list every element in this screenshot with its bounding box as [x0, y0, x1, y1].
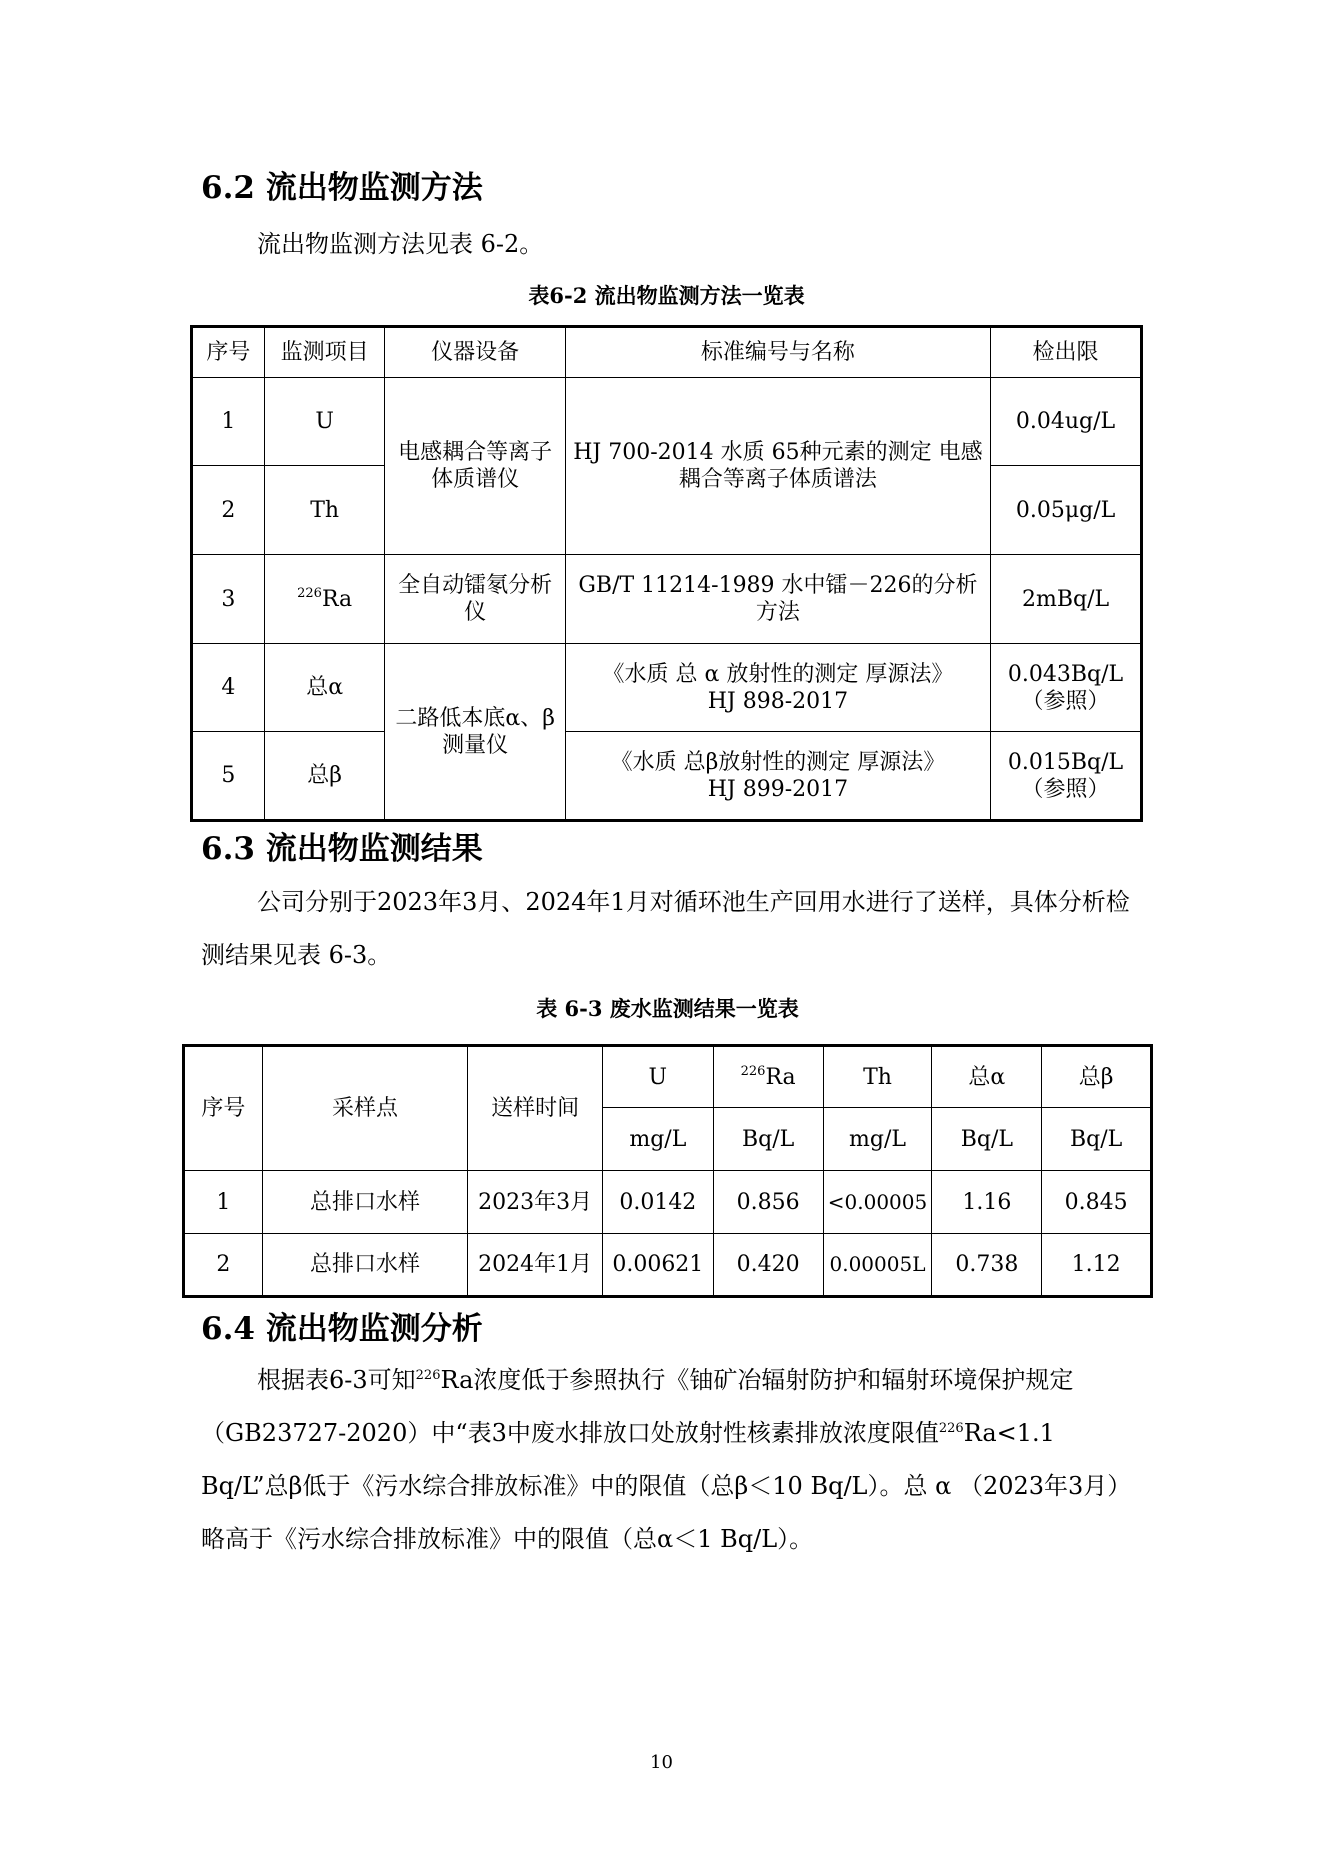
value-cell: 0.00621: [602, 1234, 713, 1297]
row-number: 2: [184, 1234, 263, 1297]
table-header-row: [192, 327, 1142, 378]
param-name: 总α: [932, 1046, 1042, 1108]
table-6-2-caption: 表6-2 流出物监测方法一览表: [528, 283, 805, 308]
table-row: [184, 1171, 1152, 1234]
header-cell: 序号: [184, 1046, 263, 1171]
value-cell: <0.00005: [823, 1171, 932, 1234]
header-cell: 送样时间: [468, 1046, 602, 1171]
header-cell: 序号: [192, 327, 265, 378]
detection-limit: 0.015Bq/L （参照）: [991, 732, 1142, 821]
monitor-item: Th: [264, 466, 385, 555]
header-cell: 标准编号与名称: [565, 327, 990, 378]
standard-cell: 《水质 总 α 放射性的测定 厚源法》 HJ 898-2017: [565, 644, 990, 732]
value-cell: 1.12: [1042, 1234, 1152, 1297]
row-number: 2: [192, 466, 265, 555]
param-unit: Bq/L: [932, 1108, 1042, 1171]
row-number: 3: [192, 555, 265, 644]
monitor-item: 总β: [264, 732, 385, 821]
param-name: $^{226}$Ra: [713, 1046, 823, 1108]
section-6-2-intro: 流出物监测方法见表 6-2。: [257, 230, 544, 258]
section-6-3-paragraph: 公司分别于2023年3月、2024年1月对循环池生产回用水进行了送样，具体分析检测结果见表 6-3。: [201, 888, 1130, 969]
header-cell: 采样点: [262, 1046, 468, 1171]
value-cell: 1.16: [932, 1171, 1042, 1234]
value-cell: 0.738: [932, 1234, 1042, 1297]
table-row: [184, 1234, 1152, 1297]
param-unit: mg/L: [602, 1108, 713, 1171]
value-cell: 0.856: [713, 1171, 823, 1234]
section-heading-6-2: 6.2 流出物监测方法: [201, 170, 483, 206]
header-cell: 仪器设备: [385, 327, 565, 378]
table-row: [192, 732, 1142, 821]
value-cell: 0.845: [1042, 1171, 1152, 1234]
page-number: 10: [650, 1752, 673, 1773]
standard-cell: 《水质 总β放射性的测定 厚源法》 HJ 899-2017: [565, 732, 990, 821]
value-cell: 0.420: [713, 1234, 823, 1297]
table-row: [192, 555, 1142, 644]
sample-site: 总排口水样: [262, 1234, 468, 1297]
monitor-item: 总α: [264, 644, 385, 732]
row-number: 4: [192, 644, 265, 732]
instrument-cell: 全自动镭氡分析仪: [385, 555, 565, 644]
section-6-4-paragraph: 根据表6-3可知$^{226}$Ra浓度低于参照执行《铀矿冶辐射防护和辐射环境保护规定（GB23727-2020）中“表3中废水排放口处放射性核素排放浓度限值$^{226}$Ra<1.1 Bq/L”总β低于《污水综合排放标准》中的限值（总β＜10 Bq/L）。总 α （2023年3月）略高于《污水综合排放标准》中的限值（总α＜1 Bq/L）。: [201, 1366, 1120, 1553]
detection-limit: 0.04ug/L: [991, 378, 1142, 466]
param-name: U: [602, 1046, 713, 1108]
row-number: 1: [192, 378, 265, 466]
monitor-item: $^{226}$Ra: [264, 555, 385, 644]
table-6-2: [190, 325, 1143, 822]
header-cell: 检出限: [991, 327, 1142, 378]
table-row: [192, 378, 1142, 466]
monitor-item: U: [264, 378, 385, 466]
standard-cell: HJ 700-2014 水质 65种元素的测定 电感耦合等离子体质谱法: [565, 378, 990, 555]
param-name: Th: [823, 1046, 932, 1108]
detection-limit: 0.05μg/L: [991, 466, 1142, 555]
sample-site: 总排口水样: [262, 1171, 468, 1234]
param-unit: Bq/L: [1042, 1108, 1152, 1171]
submit-time: 2023年3月: [468, 1171, 602, 1234]
instrument-cell: 电感耦合等离子体质谱仪: [385, 378, 565, 555]
standard-cell: GB/T 11214-1989 水中镭－226的分析方法: [565, 555, 990, 644]
header-cell: 监测项目: [264, 327, 385, 378]
section-heading-6-4: 6.4 流出物监测分析: [201, 1311, 483, 1347]
submit-time: 2024年1月: [468, 1234, 602, 1297]
value-cell: 0.0142: [602, 1171, 713, 1234]
param-unit: Bq/L: [713, 1108, 823, 1171]
detection-limit: 2mBq/L: [991, 555, 1142, 644]
table-6-3: [182, 1044, 1153, 1298]
param-name: 总β: [1042, 1046, 1152, 1108]
table-row: [192, 644, 1142, 732]
row-number: 1: [184, 1171, 263, 1234]
section-heading-6-3: 6.3 流出物监测结果: [201, 831, 483, 867]
detection-limit: 0.043Bq/L （参照）: [991, 644, 1142, 732]
value-cell: 0.00005L: [823, 1234, 932, 1297]
table-6-3-caption: 表 6-3 废水监测结果一览表: [536, 996, 799, 1021]
param-unit: mg/L: [823, 1108, 932, 1171]
row-number: 5: [192, 732, 265, 821]
instrument-cell: 二路低本底α、β测量仪: [385, 644, 565, 821]
table-header-row: [184, 1046, 1152, 1108]
